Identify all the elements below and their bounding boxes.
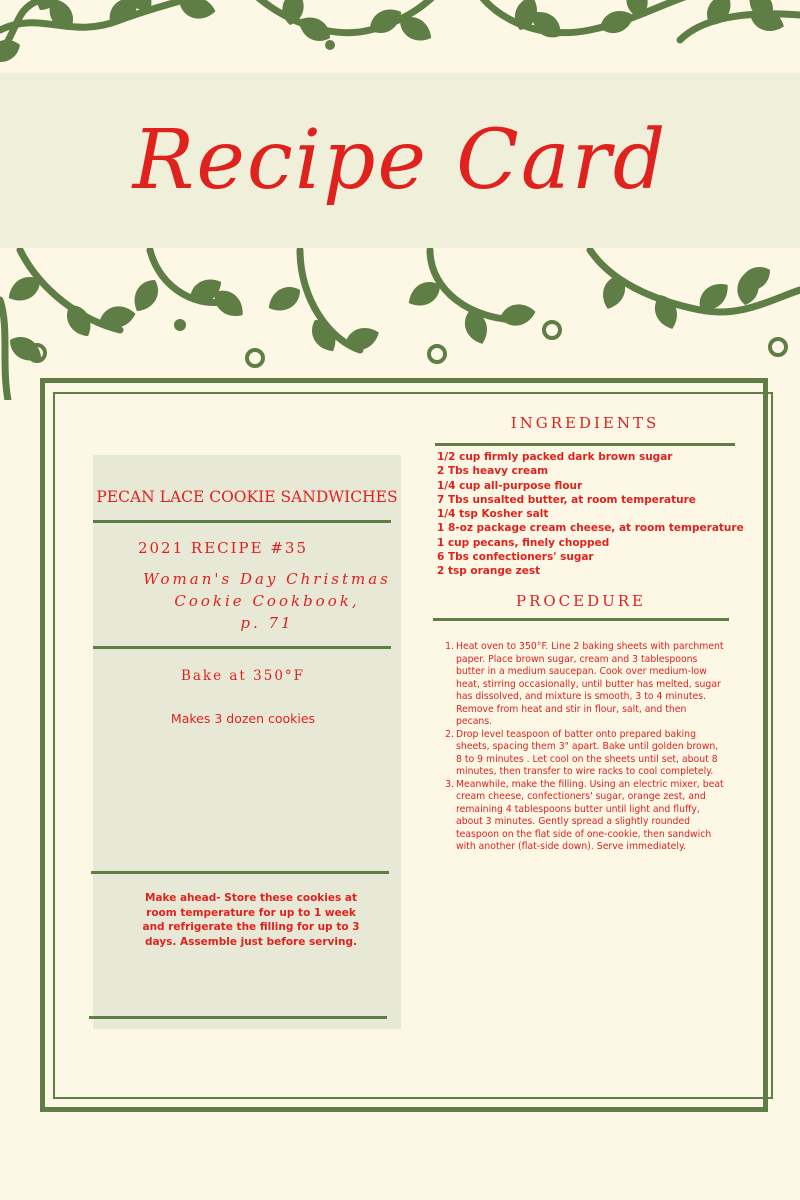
source-line: p. 71 <box>240 614 294 632</box>
divider <box>93 520 391 523</box>
ingredient-item: 7 Tbs unsalted butter, at room temperature <box>437 493 696 506</box>
step-text: Heat oven to 350°F. Line 2 baking sheets with parchment paper. Place brown sugar, cream and 3 tablespoons butter in a medium saucepan. Cook over medium-low heat, stirring occasionally, until butter has melted, sugar has dissolved, and mixture is smooth, 3 to 4 minutes. Remove from heat and stir in flour, salt, and then pecans. <box>456 641 724 727</box>
procedure-step <box>440 641 725 729</box>
divider <box>89 1016 387 1019</box>
ingredient-item: 1 cup pecans, finely chopped <box>437 536 610 549</box>
recipe-number: 2021 RECIPE #35 <box>137 539 309 557</box>
divider <box>93 646 391 649</box>
source-line: Woman's Day Christmas <box>143 570 391 588</box>
procedure-heading: PROCEDURE <box>515 592 647 610</box>
page-title: Recipe Card <box>132 113 668 208</box>
ingredient-item: 2 tsp orange zest <box>437 565 541 578</box>
recipe-yield: Makes 3 dozen cookies <box>170 711 316 726</box>
make-ahead-note: Make ahead- Store these cookies at room temperature for up to 1 week and refrigerate the filling for up to 3 days. Assemble just before serving. <box>142 892 360 948</box>
ingredients-list <box>437 450 744 579</box>
ingredient-item: 2 Tbs heavy cream <box>437 465 549 478</box>
ingredients-heading: INGREDIENTS <box>510 414 660 432</box>
ingredient-item: 1 8-oz package cream cheese, at room temperature <box>437 522 744 535</box>
step-number: 2. <box>445 728 454 740</box>
procedure-list <box>440 641 725 854</box>
step-number: 1. <box>445 641 454 652</box>
divider <box>433 618 729 621</box>
source-line: Cookie Cookbook, <box>174 592 360 610</box>
divider <box>91 871 389 874</box>
step-number: 3. <box>445 778 454 790</box>
ingredient-item: 1/4 tsp Kosher salt <box>437 508 549 521</box>
step-text: Meanwhile, make the filling. Using an electric mixer, beat cream cheese, confectioners' sugar, orange zest, and remaining 4 tablespoons butter until light and fluffy, about 3 minutes. Gently spread a slightly rounded teaspoon on the flat side of one-cookie, then sandwich with another (flat-side down). Serve immediately. <box>456 778 724 852</box>
ingredient-item: 1/2 cup firmly packed dark brown sugar <box>437 451 673 463</box>
divider <box>435 443 735 446</box>
recipe-name: PECAN LACE COOKIE SANDWICHES <box>96 488 398 506</box>
ingredient-item: 6 Tbs confectioners' sugar <box>437 551 594 564</box>
procedure-step <box>440 729 725 779</box>
bake-temperature: Bake at 350°F <box>180 668 306 684</box>
step-text: Drop level teaspoon of batter onto prepared baking sheets, spacing them 3" apart. Bake until golden brown, 8 to 9 minutes . Let cool on the sheets until set, about 8 minutes, then transfer to wire racks to cool completely. <box>456 728 719 777</box>
recipe-source <box>93 568 441 634</box>
procedure-step <box>440 779 725 854</box>
ingredient-item: 1/4 cup all-purpose flour <box>437 479 583 492</box>
